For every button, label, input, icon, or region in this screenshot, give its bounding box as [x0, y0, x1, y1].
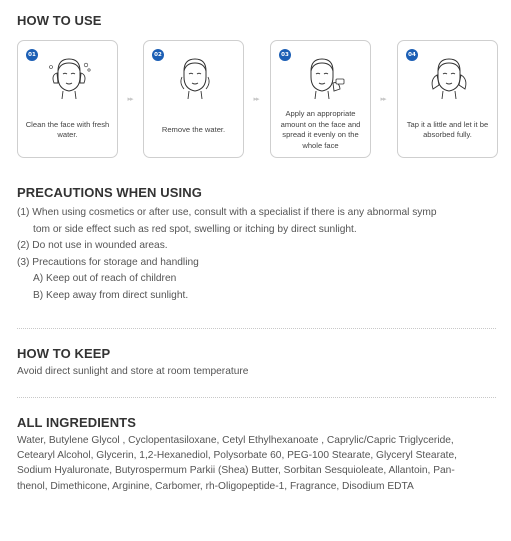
step-arrow-icon: ▸▸	[253, 95, 259, 103]
how-to-keep-title: HOW TO KEEP	[17, 346, 111, 361]
step-card-2	[143, 40, 244, 158]
step-number-badge: 02	[152, 49, 164, 61]
face-applying-cream-icon	[297, 53, 347, 105]
ingredients-line: Sodium Hyaluronate, Butyrospermum Parkii (Shea) Butter, Sorbitan Sesquioleate, Allantoin, Pan-	[17, 465, 455, 477]
precaution-line: (3) Precautions for storage and handling	[17, 256, 199, 268]
ingredients-title: ALL INGREDIENTS	[17, 415, 136, 430]
step-description: Tap it a little and let it be absorbed fully.	[406, 119, 489, 139]
step-card-4	[397, 40, 498, 158]
step-arrow-icon: ▸▸	[127, 95, 133, 103]
face-tapping-icon	[424, 53, 474, 105]
step-description: Apply an appropriate amount on the face and spread it evenly on the whole face	[280, 109, 361, 150]
how-to-use-title: HOW TO USE	[17, 13, 102, 28]
step-card-3	[270, 40, 371, 158]
how-to-keep-text: Avoid direct sunlight and store at room temperature	[17, 366, 249, 377]
how-to-use-steps	[17, 40, 499, 160]
step-card-1	[17, 40, 118, 158]
precautions-title: PRECAUTIONS WHEN USING	[17, 185, 202, 200]
step-number-badge: 01	[26, 49, 38, 61]
precaution-line: B) Keep away from direct sunlight.	[33, 289, 189, 301]
ingredients-line: Cetearyl Alcohol, Glycerin, 1,2-Hexanediol, Polysorbate 60, PEG-100 Stearate, Glyceryl Stearate,	[17, 450, 457, 462]
ingredients-line: Water, Butylene Glycol , Cyclopentasiloxane, Cetyl Ethylhexanoate , Caprylic/Capric Triglyceride,	[17, 435, 454, 446]
section-divider	[17, 328, 496, 329]
step-number-badge: 04	[406, 49, 418, 61]
step-description: Remove the water.	[161, 124, 226, 134]
precaution-line: (1) When using cosmetics or after use, consult with a specialist if there is any abnormal symp	[17, 207, 437, 218]
face-washing-icon	[44, 53, 94, 105]
precaution-line: tom or side effect such as red spot, swelling or itching by direct sunlight.	[33, 223, 357, 235]
face-icon	[170, 53, 220, 105]
step-number-badge: 03	[279, 49, 291, 61]
step-arrow-icon: ▸▸	[380, 95, 386, 103]
ingredients-list	[17, 433, 457, 494]
precaution-line: A) Keep out of reach of children	[33, 273, 177, 284]
precaution-line: (2) Do not use in wounded areas.	[17, 240, 168, 251]
section-divider	[17, 397, 496, 398]
step-description: Clean the face with fresh water.	[25, 119, 110, 139]
ingredients-line: thenol, Dimethicone, Arginine, Carbomer, rh-Oligopeptide-1, Fragrance, Disodium EDTA	[17, 480, 414, 492]
precautions-list	[17, 205, 437, 304]
